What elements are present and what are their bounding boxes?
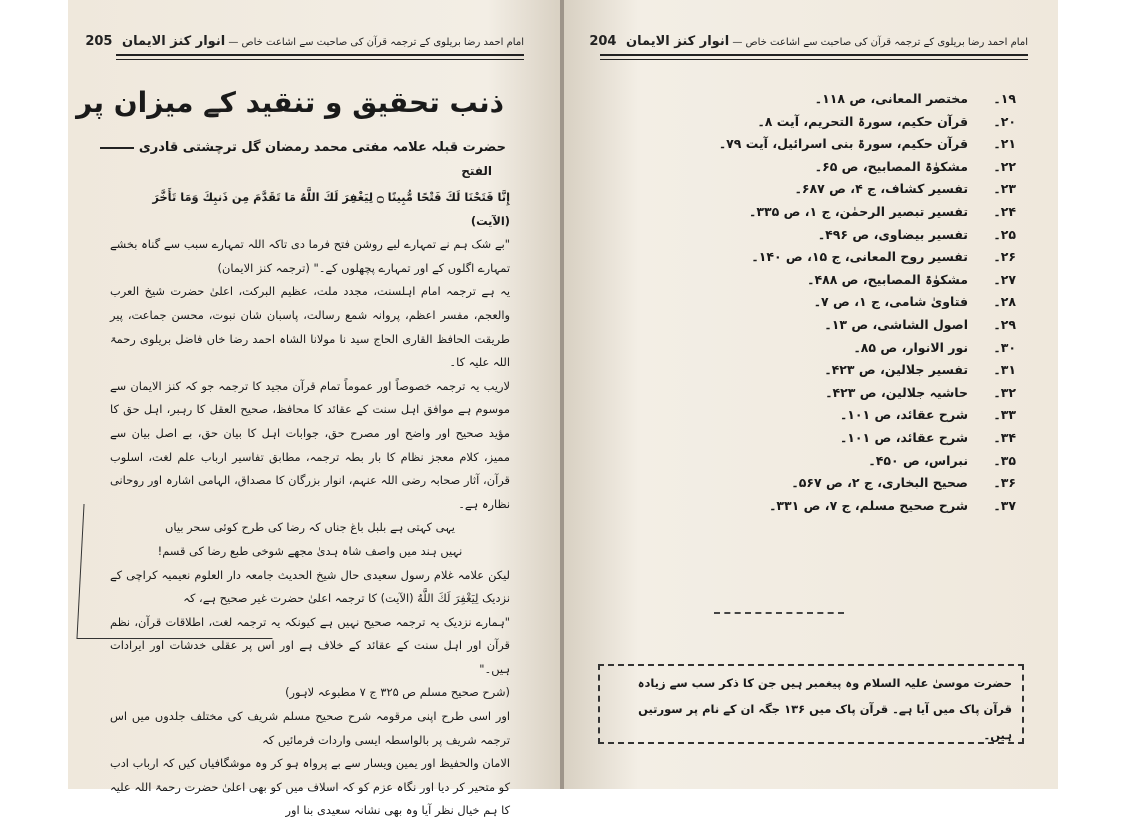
- reference-item: ۳۳۔ شرح عقائد، ص ۱۰۱۔: [839, 407, 1016, 423]
- paragraph: لاریب یہ ترجمہ خصوصاً اور عموماً تمام قرآن مجید کا ترجمہ جو کہ کنز الایمان سے موسوم ہے موافق اہل سنت کے عقائد کا محافظ، صحیح العقل کا رہبر، اہل حق کا مؤید صحیح اور واضح اور مصرح حق، جوابات اہل کا بیان حق، بے اصل بیان سے ممیز، کلام معجز نظام کا بار بطہ ترجمہ، مطابق تفاسیر ارباب علم لغت، اسلوب قرآن، آثار صحابہ رضی اللہ عنہم، انوار بزرگان کا مصداق، الہامی اشارہ اور روحانی نظارہ ہے۔: [110, 378, 510, 511]
- reference-item: ۲۸۔ فتاویٰ شامی، ج ۱، ص ۷۔: [813, 294, 1016, 310]
- reference-item: ۳۵۔ نبراس، ص ۴۵۰۔: [868, 452, 1016, 468]
- reference-item: ۳۰۔ نور الانوار، ص ۸۵۔: [853, 339, 1016, 355]
- reference-item: ۲۶۔ تفسیر روح المعانی، ج ۱۵، ص ۱۴۰۔: [751, 249, 1016, 265]
- author-line: [94, 140, 506, 155]
- reference-item: ۳۴۔ شرح عقائد، ص ۱۰۱۔: [839, 429, 1016, 445]
- section-heading: الفتح: [461, 164, 492, 178]
- citation: (شرح صحیح مسلم ص ۳۲۵ ج ۷ مطبوعہ لاہور): [285, 685, 510, 700]
- quran-verse: إِنَّا فَتَحْنَا لَكَ فَتْحًا مُّبِينًا ۝ لِيَغْفِرَ لَكَ اللَّهُ مَا تَقَدَّمَ مِن ذَنبِكَ وَمَا تَأَخَّرَ (الآیت): [152, 190, 510, 228]
- page-205: [68, 0, 562, 818]
- paragraph: اور اسی طرح اپنی مرقومہ شرح صحیح مسلم شریف کی مختلف جلدوں میں اس ترجمہ شریف پر بالواسطہ ایسی واردات فرمائیں کہ: [110, 709, 510, 747]
- running-head-text: امام احمد رضا بریلوی کے ترجمہ قرآن کی صاحبت سے اشاعت خاص: [241, 37, 524, 48]
- header-rule: [116, 54, 524, 60]
- paragraph: لیکن علامہ غلام رسول سعیدی حال شیخ الحدیث جامعہ دار العلوم نعیمیہ کراچی کے نزدیک لِيَغْفِرَ لَكَ اللَّهُ (الآیت) کا ترجمہ اعلیٰ حضرت غیر صحیح ہے، کہ: [110, 567, 510, 606]
- reference-item: ۲۱۔ قرآن حکیم، سورۃ بنی اسرائیل، آیت ۷۹۔: [718, 136, 1016, 152]
- paragraph: یہ ہے ترجمہ امام اہلسنت، مجدد ملت، عظیم البرکت، اعلیٰ حضرت شیخ العرب والعجم، مفسر اعظم، پروانہ شمع رسالت، پاسبان شان نبوت، محسن جماعت، پیر طریقت الحافظ القاری الحاج سید نا مولانا الشاہ احمد رضا خاں فاضل بریلوی رحمۃ اللہ علیہ کا۔: [110, 284, 510, 370]
- page-204: [564, 0, 1058, 789]
- magazine-name: انوار کنز الایمان: [626, 34, 730, 49]
- paragraph: الامان والحفیظ اور یمین ویسار سے بے پرواہ ہو کر وہ موشگافیاں کیں کہ ارباب ادب کو متحیر کر دیا اور نگاہ عزم کو کہ اسلاف میں کو بھی اعلیٰ حضرت رحمۃ اللہ علیہ کا ہم خیال نظر آیا وہ بھی نشانہ سعیدی بنا اور: [110, 756, 510, 818]
- reference-item: ۳۷۔ شرح صحیح مسلم، ج ۷، ص ۳۳۱۔: [769, 497, 1016, 513]
- author-dash: [100, 147, 134, 149]
- reference-item: ۲۴۔ تفسیر تبصیر الرحمٰن، ج ۱، ص ۳۳۵۔: [749, 203, 1016, 219]
- magazine-name: انوار کنز الایمان: [122, 34, 226, 49]
- running-head-text: امام احمد رضا بریلوی کے ترجمہ قرآن کی صاحبت سے اشاعت خاص: [745, 37, 1028, 48]
- reference-item: ۲۹۔ اصول الشاشی، ص ۱۳۔: [824, 316, 1016, 332]
- header-rule: [600, 54, 1028, 60]
- author-name: حضرت قبلہ علامہ مفتی محمد رمضان گل ترچشتی قادری: [138, 140, 506, 155]
- info-box: [598, 664, 1024, 744]
- reference-item: ۳۶۔ صحیح البخاری، ج ۲، ص ۵۶۷۔: [791, 475, 1016, 491]
- reference-item: ۳۲۔ حاشیہ جلالین، ص ۴۲۳۔: [825, 384, 1016, 400]
- info-box-text: حضرت موسیٰ علیہ السلام وہ پیغمبر ہیں جن کا ذکر سب سے زیادہ قرآن پاک میں آیا ہے۔ قرآن پاک میں ۱۳۶ جگہ ان کے نام پر سورتیں ہیں۔: [637, 676, 1012, 742]
- reference-item: ۱۹۔ مختصر المعانی، ص ۱۱۸۔: [814, 91, 1016, 106]
- reference-item: ۲۲۔ مشکوٰۃ المصابیح، ص ۶۵۔: [814, 158, 1016, 174]
- poem-line: نہیں ہند میں واصف شاہ ہدیٰ مجھے شوخی طبع رضا کی قسم!: [157, 543, 463, 558]
- poem-line: یہی کہتی ہے بلبل باغ جناں کہ رضا کی طرح کوئی سحر بیاں: [165, 520, 455, 535]
- quotation: "ہمارے نزدیک یہ ترجمہ صحیح نہیں ہے کیونکہ یہ ترجمہ لغت، اطلاقات قرآن، نظم قرآن اور اہل سنت کے عقائد کے خلاف ہے اور اس پر عقلی خدشات اور ایرادات ہیں۔": [110, 614, 510, 676]
- paragraph: "بے شک ہم نے تمہارے لیے روشن فتح فرما دی تاکہ اللہ تمہارے سبب سے گناہ بخشے تمہارے اگلوں کے اور تمہارے پچھلوں کے۔" (ترجمہ کنز الایمان): [110, 237, 510, 275]
- article-title: ذنب تحقیق و تنقید کے میزان پر: [76, 86, 504, 119]
- page-number: 205: [85, 34, 113, 49]
- reference-item: ۳۱۔ تفسیر جلالین، ص ۴۲۳۔: [824, 362, 1016, 378]
- reference-item: ۲۰۔ قرآن حکیم، سورۃ التحریم، آیت ۸۔: [757, 113, 1016, 129]
- reference-item: ۲۵۔ تفسیر بیضاوی، ص ۴۹۶۔: [817, 226, 1016, 242]
- page-number: 204: [589, 34, 617, 49]
- handwritten-bracket: [76, 504, 279, 639]
- references-list: [636, 88, 1016, 517]
- end-divider: [714, 612, 844, 614]
- reference-item: ۲۷۔ مشکوٰۃ المصابیح، ص ۴۸۸۔: [807, 271, 1016, 287]
- reference-item: ۲۳۔ تفسیر کشاف، ج ۴، ص ۶۸۷۔: [794, 181, 1016, 197]
- running-header: امام احمد رضا بریلوی کے ترجمہ قرآن کی صاحبت سے اشاعت خاص — انوار کنز الایمان 205: [85, 34, 524, 49]
- book-spread: [68, 0, 1058, 818]
- running-header: امام احمد رضا بریلوی کے ترجمہ قرآن کی صاحبت سے اشاعت خاص — انوار کنز الایمان 204: [589, 34, 1028, 49]
